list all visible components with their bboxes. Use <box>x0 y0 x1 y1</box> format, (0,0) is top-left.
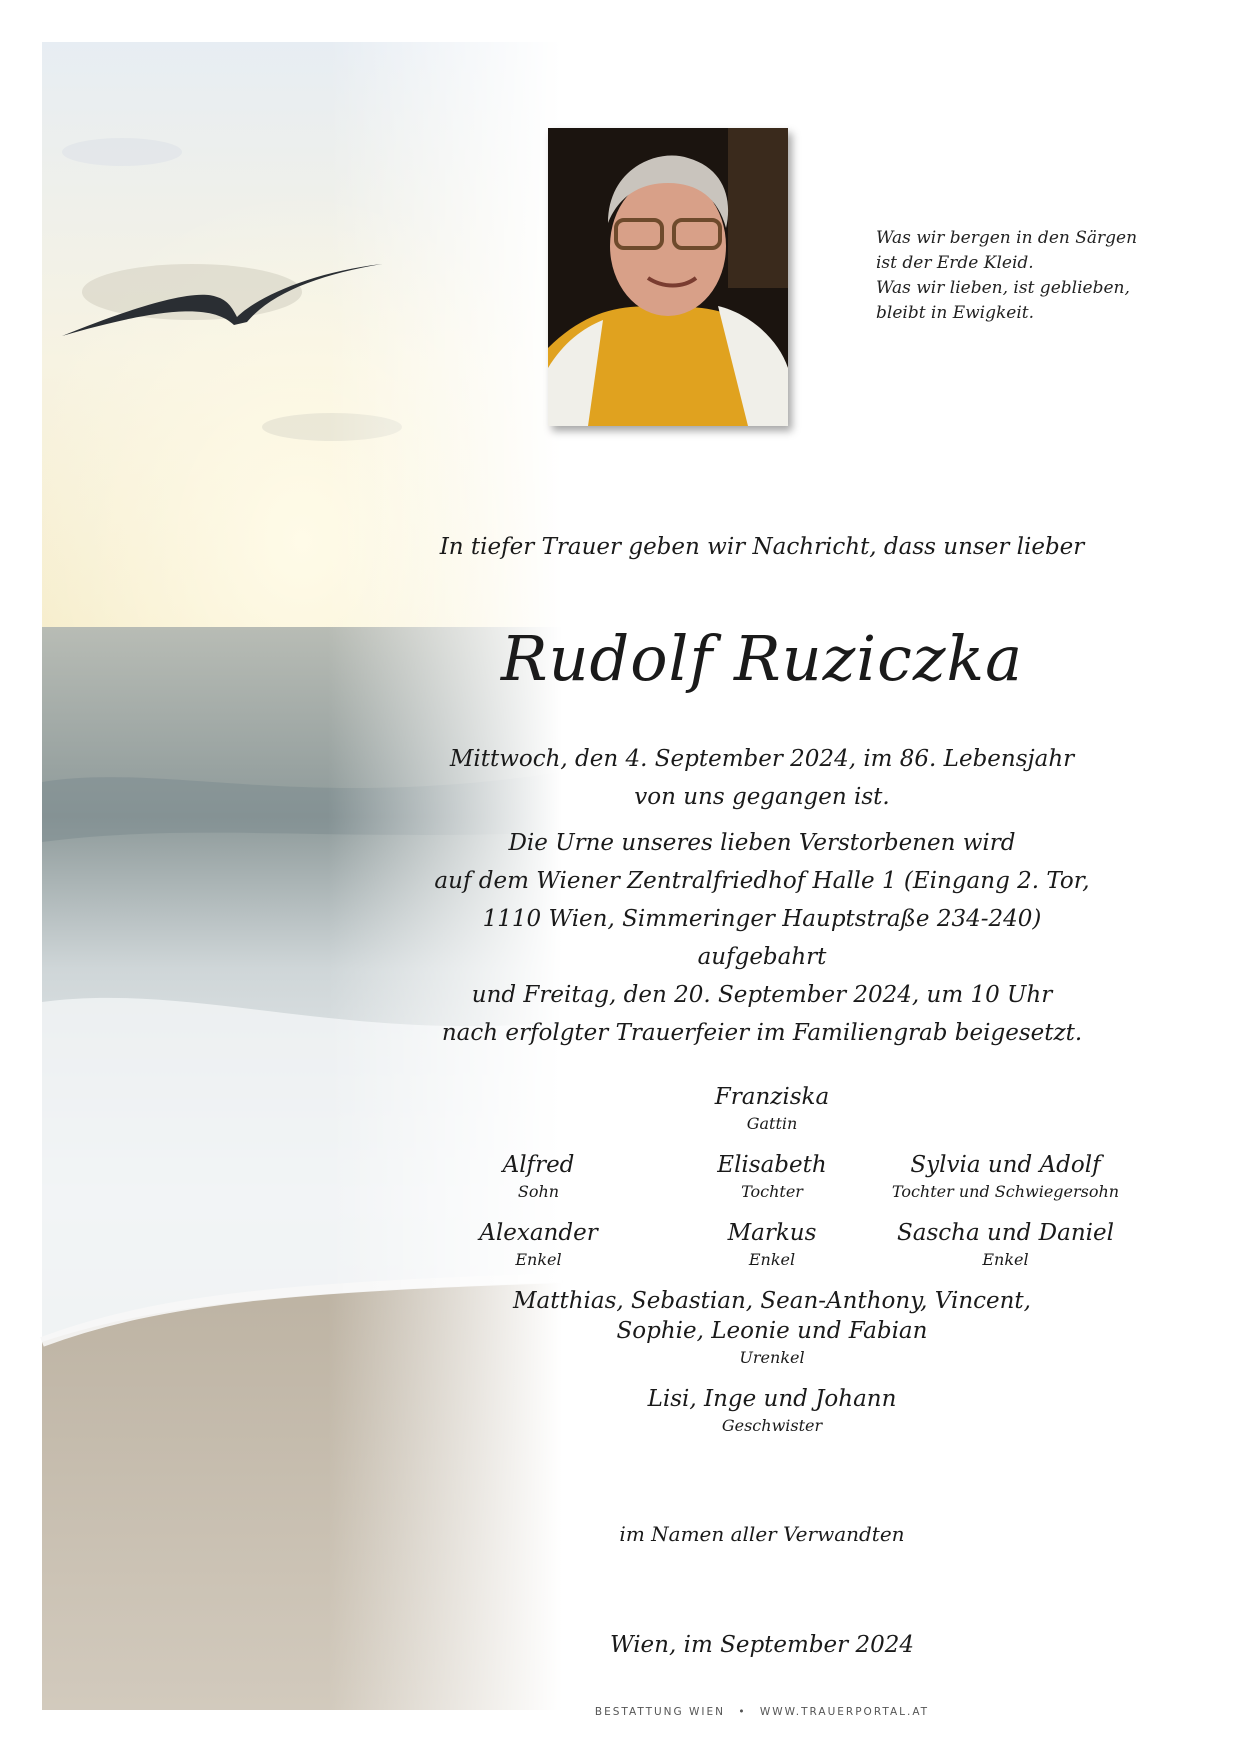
mourner-relation: Enkel <box>515 1250 562 1269</box>
mourner-name: Markus <box>727 1220 817 1246</box>
mourner-name: Franziska <box>714 1084 830 1110</box>
mourner-entry <box>422 1218 655 1272</box>
intro-text: In tiefer Trauer geben wir Nachricht, dass unser lieber <box>439 534 1085 560</box>
mourners-list <box>422 1082 1122 1452</box>
mourner-name: Sascha und Daniel <box>897 1220 1114 1246</box>
passing-line: Mittwoch, den 4. September 2024, im 86. Lebensjahr <box>449 746 1075 772</box>
memorial-poem <box>876 226 1176 326</box>
mourner-relation: Tochter und Schwiegersohn <box>891 1182 1120 1201</box>
deceased-name: Rudolf Ruziczka <box>500 622 1024 695</box>
funeral-line: Die Urne unseres lieben Verstorbenen wird <box>508 830 1016 856</box>
mourner-entry <box>656 1218 889 1272</box>
mourner-entry <box>889 1150 1122 1204</box>
portrait-photo <box>548 128 788 426</box>
footer-website: WWW.TRAUERPORTAL.AT <box>759 1706 930 1718</box>
passing-line: von uns gegangen ist. <box>634 784 890 810</box>
poem-line: Was wir lieben, ist geblieben, <box>876 278 1130 298</box>
place-date: Wien, im September 2024 <box>609 1632 915 1658</box>
closing-text: im Namen aller Verwandten <box>619 1522 905 1546</box>
funeral-details <box>422 824 1102 1052</box>
poem-line: Was wir bergen in den Särgen <box>876 228 1138 248</box>
mourner-great-grandchildren <box>422 1286 1122 1370</box>
mourner-name: Lisi, Inge und Johann <box>647 1386 897 1412</box>
mourner-relation: Tochter <box>741 1182 803 1201</box>
poem-line: ist der Erde Kleid. <box>876 253 1034 273</box>
mourner-row-grandchildren <box>422 1218 1122 1272</box>
mourner-relation: Geschwister <box>721 1416 823 1435</box>
mourner-spouse <box>422 1082 1122 1136</box>
mourner-relation: Enkel <box>982 1250 1029 1269</box>
mourner-siblings <box>422 1384 1122 1438</box>
mourner-name: Alfred <box>502 1152 575 1178</box>
mourner-relation: Urenkel <box>739 1348 805 1367</box>
mourner-name: Alexander <box>479 1220 598 1246</box>
poem-line: bleibt in Ewigkeit. <box>876 303 1035 323</box>
funeral-line: nach erfolgter Trauerfeier im Familiengrab beigesetzt. <box>441 1020 1083 1046</box>
funeral-line: und Freitag, den 20. September 2024, um 10 Uhr <box>471 982 1053 1008</box>
obituary-page <box>42 42 1180 1718</box>
passing-notice <box>422 740 1102 816</box>
mourner-name: Matthias, Sebastian, Sean-Anthony, Vincent, <box>512 1288 1031 1314</box>
footer-separator: • <box>738 1706 747 1718</box>
mourner-entry <box>889 1218 1122 1272</box>
footer <box>422 1706 1102 1718</box>
mourner-name: Sophie, Leonie und Fabian <box>616 1318 928 1344</box>
mourner-name: Sylvia und Adolf <box>910 1152 1101 1178</box>
mourner-relation: Gattin <box>746 1114 798 1133</box>
mourner-entry <box>422 1150 655 1204</box>
mourner-name: Elisabeth <box>717 1152 827 1178</box>
mourner-relation: Sohn <box>517 1182 560 1201</box>
mourner-relation: Enkel <box>748 1250 796 1269</box>
funeral-line: 1110 Wien, Simmeringer Hauptstraße 234-240) aufgebahrt <box>482 906 1042 970</box>
funeral-line: auf dem Wiener Zentralfriedhof Halle 1 (Eingang 2. Tor, <box>434 868 1090 894</box>
mourner-row-children <box>422 1150 1122 1204</box>
footer-company: BESTATTUNG WIEN <box>594 1706 725 1718</box>
mourner-entry <box>656 1150 889 1204</box>
